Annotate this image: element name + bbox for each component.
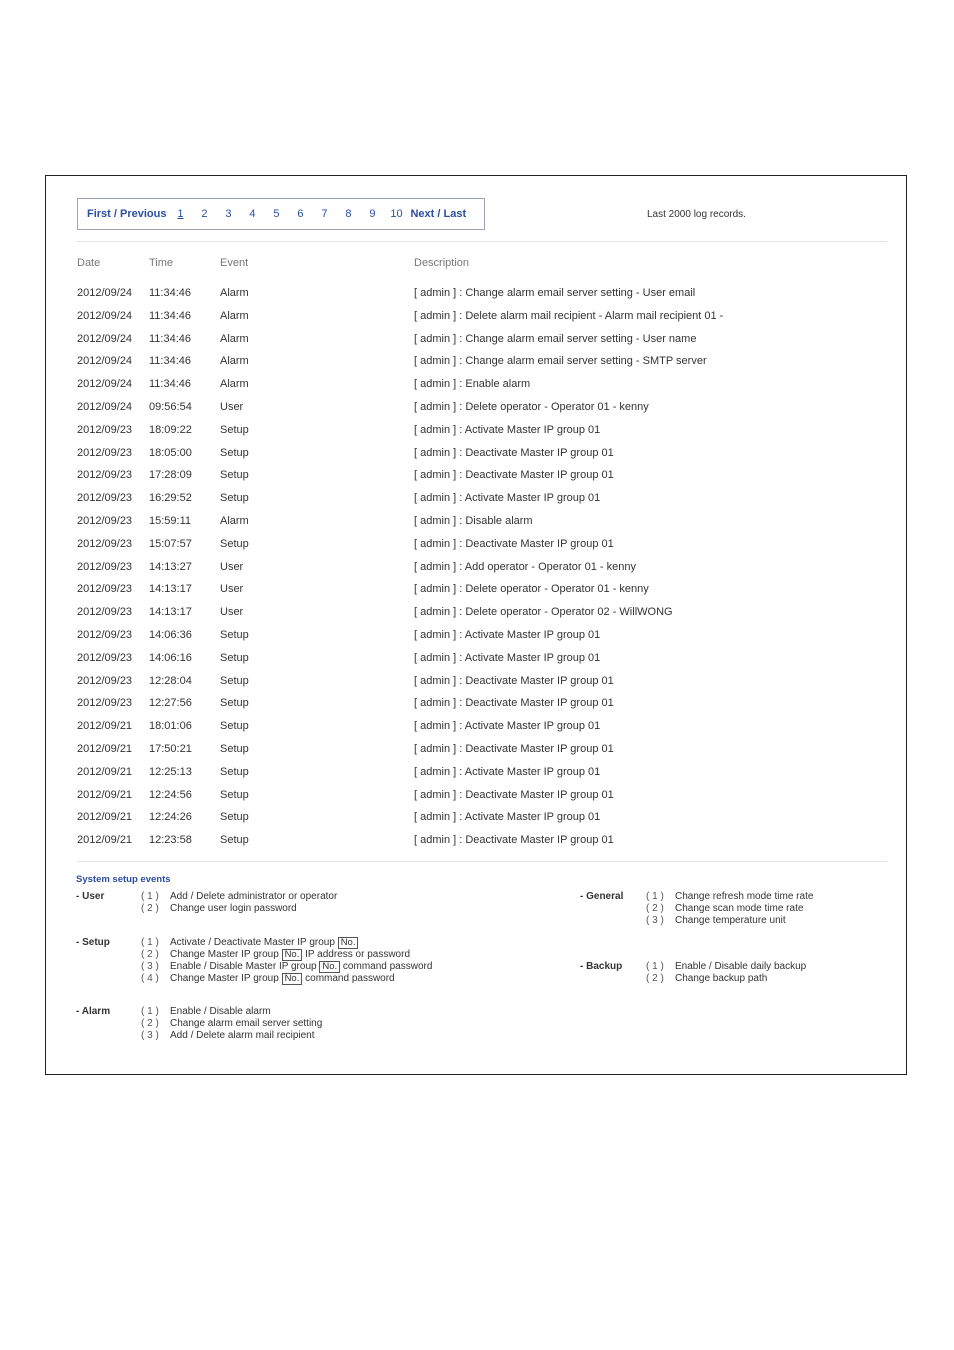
table-row [46, 401, 906, 424]
cell-event: Setup [220, 628, 249, 641]
table-row [46, 538, 906, 561]
cell-date: 2012/09/21 [77, 765, 133, 778]
table-row [46, 378, 906, 401]
cell-time: 15:59:11 [149, 514, 192, 527]
legend-item [646, 973, 806, 985]
legend-item-number: ( 3 ) [141, 1030, 159, 1041]
cell-date: 2012/09/24 [77, 378, 133, 391]
cell-description: [ admin ] : Activate Master IP group 01 [414, 423, 601, 436]
legend-title: System setup events [76, 874, 171, 885]
table-row [46, 834, 906, 857]
cell-event: User [220, 400, 244, 413]
header-description: Description [414, 257, 470, 269]
legend-item [141, 891, 337, 903]
header-event: Event [220, 257, 249, 269]
cell-description: [ admin ] : Enable alarm [414, 378, 531, 391]
cell-time: 12:27:56 [149, 697, 192, 710]
header-date: Date [77, 257, 101, 269]
legend-item-text: Change alarm email server setting [170, 1018, 323, 1029]
bottom-divider [77, 861, 887, 862]
cell-description: [ admin ] : Deactivate Master IP group 01 [414, 674, 614, 687]
table-row [46, 515, 906, 538]
cell-description: [ admin ] : Deactivate Master IP group 01 [414, 834, 614, 847]
legend-item [141, 937, 432, 949]
cell-description: [ admin ] : Deactivate Master IP group 01 [414, 742, 614, 755]
cell-time: 11:34:46 [149, 287, 192, 299]
legend-item-number: ( 2 ) [646, 903, 664, 914]
table-row [46, 424, 906, 447]
legend-item-text: Enable / Disable Master IP group [170, 961, 317, 972]
table-row [46, 492, 906, 515]
table-row [46, 652, 906, 675]
cell-event: Setup [220, 834, 249, 847]
cell-description: [ admin ] : Delete operator - Operator 01 - kenny [414, 583, 649, 596]
cell-event: Alarm [220, 355, 249, 368]
group-number-box: No. [319, 961, 340, 973]
cell-date: 2012/09/24 [77, 355, 133, 368]
cell-date: 2012/09/23 [77, 492, 133, 505]
table-row [46, 561, 906, 584]
legend-item-number: ( 1 ) [141, 891, 159, 902]
legend-item-number: ( 1 ) [646, 891, 664, 902]
cell-date: 2012/09/24 [77, 309, 133, 322]
cell-event: Setup [220, 788, 249, 801]
cell-description: [ admin ] : Activate Master IP group 01 [414, 628, 601, 641]
legend-item-text: Add / Delete administrator or operator [170, 891, 338, 902]
cell-event: Setup [220, 742, 249, 755]
table-row [46, 675, 906, 698]
legend-item-text: Activate / Deactivate Master IP group [170, 937, 335, 948]
page-link-2[interactable]: 2 [201, 208, 208, 220]
cell-date: 2012/09/23 [77, 423, 133, 436]
cell-time: 18:09:22 [149, 423, 192, 436]
cell-date: 2012/09/23 [77, 674, 133, 687]
cell-date: 2012/09/23 [77, 697, 133, 710]
legend-item-number: ( 1 ) [141, 937, 159, 948]
cell-date: 2012/09/23 [77, 628, 133, 641]
cell-event: Alarm [220, 287, 249, 299]
cell-event: Alarm [220, 514, 249, 527]
legend-item-number: ( 3 ) [646, 915, 664, 926]
legend-item-number: ( 1 ) [141, 1006, 159, 1017]
legend-item-text: Enable / Disable alarm [170, 1006, 271, 1017]
cell-date: 2012/09/23 [77, 583, 133, 596]
next-last-link[interactable]: Next / Last [410, 208, 467, 220]
log-panel [45, 175, 907, 1075]
cell-time: 17:50:21 [149, 742, 192, 755]
legend-item-text: Change Master IP group [170, 949, 279, 960]
table-row [46, 469, 906, 492]
cell-description: [ admin ] : Add operator - Operator 01 - kenny [414, 560, 636, 573]
page-link-10[interactable]: 10 [390, 208, 403, 220]
cell-event: User [220, 606, 244, 619]
header-time: Time [149, 257, 174, 269]
group-number-box: No. [338, 937, 359, 949]
cell-description: [ admin ] : Change alarm email server setting - User email [414, 287, 696, 299]
legend-item-text: Change backup path [675, 973, 768, 984]
legend-item [646, 903, 813, 915]
cell-date: 2012/09/24 [77, 287, 133, 299]
legend-item-number: ( 1 ) [646, 961, 664, 972]
cell-date: 2012/09/21 [77, 742, 133, 755]
legend-item [141, 973, 432, 985]
cell-time: 12:24:56 [149, 788, 192, 801]
legend-item-number: ( 2 ) [141, 903, 159, 914]
cell-time: 12:23:58 [149, 834, 192, 847]
cell-date: 2012/09/21 [77, 811, 133, 824]
legend-items-alarm [141, 1006, 322, 1042]
cell-date: 2012/09/23 [77, 651, 133, 664]
top-divider [77, 241, 887, 242]
cell-description: [ admin ] : Disable alarm [414, 514, 533, 527]
cell-event: Setup [220, 697, 249, 710]
table-row [46, 447, 906, 470]
cell-description: [ admin ] : Deactivate Master IP group 01 [414, 469, 614, 482]
cell-event: Setup [220, 446, 249, 459]
table-row [46, 310, 906, 333]
table-row [46, 766, 906, 789]
cell-date: 2012/09/23 [77, 514, 133, 527]
cell-event: Setup [220, 811, 249, 824]
cell-date: 2012/09/21 [77, 720, 133, 733]
legend-item-number: ( 2 ) [646, 973, 664, 984]
legend-item [141, 903, 337, 915]
legend-item [141, 949, 432, 961]
cell-event: Setup [220, 469, 249, 482]
cell-description: [ admin ] : Deactivate Master IP group 01 [414, 537, 614, 550]
cell-date: 2012/09/23 [77, 537, 133, 550]
records-note: Last 2000 log records. [647, 209, 746, 220]
legend-item-text: Change user login password [170, 903, 297, 914]
page-link-7[interactable]: 7 [321, 208, 328, 220]
pagination-bar [77, 198, 485, 230]
page-link-8[interactable]: 8 [345, 208, 352, 220]
legend-item [141, 1030, 322, 1042]
cell-description: [ admin ] : Change alarm email server setting - User name [414, 332, 697, 345]
cell-description: [ admin ] : Delete operator - Operator 01 - kenny [414, 400, 649, 413]
legend-items-backup [646, 961, 806, 985]
cell-time: 16:29:52 [149, 492, 192, 505]
page-link-9[interactable]: 9 [369, 208, 376, 220]
cell-description: [ admin ] : Activate Master IP group 01 [414, 765, 601, 778]
cell-time: 11:34:46 [149, 378, 192, 391]
cell-time: 15:07:57 [149, 537, 192, 550]
cell-event: Setup [220, 423, 249, 436]
cell-date: 2012/09/24 [77, 332, 133, 345]
cell-description: [ admin ] : Activate Master IP group 01 [414, 720, 601, 733]
legend-item [141, 1006, 322, 1018]
legend-label-backup: - Backup [580, 961, 623, 972]
cell-time: 14:13:17 [149, 606, 192, 619]
cell-time: 11:34:46 [149, 355, 192, 368]
legend-item [141, 1018, 322, 1030]
cell-date: 2012/09/23 [77, 606, 133, 619]
cell-event: Alarm [220, 378, 249, 391]
cell-time: 18:01:06 [149, 720, 192, 733]
cell-date: 2012/09/21 [77, 788, 133, 801]
legend-label-general: - General [580, 891, 624, 902]
legend-item [646, 961, 806, 973]
table-row [46, 333, 906, 356]
table-row [46, 606, 906, 629]
cell-event: Setup [220, 537, 249, 550]
cell-description: [ admin ] : Activate Master IP group 01 [414, 492, 601, 505]
cell-event: Setup [220, 492, 249, 505]
cell-description: [ admin ] : Activate Master IP group 01 [414, 651, 601, 664]
legend-item-text: Enable / Disable daily backup [675, 961, 807, 972]
cell-event: Setup [220, 674, 249, 687]
first-previous-link[interactable]: First / Previous [87, 208, 167, 220]
legend-label-alarm: - Alarm [76, 1006, 111, 1017]
page-link-1[interactable]: 1 [177, 208, 184, 220]
legend-label-user: - User [76, 891, 105, 902]
cell-event: Alarm [220, 332, 249, 345]
legend-item-text: Change scan mode time rate [675, 903, 804, 914]
cell-date: 2012/09/23 [77, 560, 133, 573]
table-row [46, 789, 906, 812]
cell-time: 11:34:46 [149, 309, 192, 322]
table-row [46, 355, 906, 378]
cell-time: 11:34:46 [149, 332, 192, 345]
legend-item-number: ( 2 ) [141, 1018, 159, 1029]
legend-items-general [646, 891, 813, 927]
table-row [46, 287, 906, 310]
table-row [46, 743, 906, 766]
table-row [46, 583, 906, 606]
cell-event: User [220, 583, 244, 596]
group-number-box: No. [282, 949, 303, 961]
cell-time: 12:28:04 [149, 674, 192, 687]
page-number-list [168, 208, 408, 220]
table-row [46, 629, 906, 652]
cell-date: 2012/09/24 [77, 400, 133, 413]
table-row [46, 811, 906, 834]
legend-item-suffix: IP address or password [305, 949, 411, 960]
legend-items-user [141, 891, 337, 915]
cell-time: 09:56:54 [149, 400, 192, 413]
legend-item [646, 891, 813, 903]
cell-event: Setup [220, 720, 249, 733]
cell-time: 12:25:13 [149, 765, 192, 778]
legend-item-number: ( 4 ) [141, 973, 159, 984]
cell-date: 2012/09/23 [77, 446, 133, 459]
cell-description: [ admin ] : Delete operator - Operator 02 - WillWONG [414, 606, 673, 619]
cell-time: 14:06:36 [149, 628, 192, 641]
legend-item-suffix: command password [342, 961, 433, 972]
legend-item [141, 961, 432, 973]
legend-item [646, 915, 813, 927]
table-row [46, 697, 906, 720]
page-link-5[interactable]: 5 [273, 208, 280, 220]
page-link-6[interactable]: 6 [297, 208, 304, 220]
table-row [46, 720, 906, 743]
cell-time: 18:05:00 [149, 446, 192, 459]
group-number-box: No. [282, 973, 303, 985]
cell-time: 14:13:27 [149, 560, 192, 573]
cell-description: [ admin ] : Delete alarm mail recipient - Alarm mail recipient 01 - [414, 309, 724, 322]
cell-event: Setup [220, 651, 249, 664]
legend-item-text: Add / Delete alarm mail recipient [170, 1030, 315, 1041]
cell-description: [ admin ] : Deactivate Master IP group 01 [414, 788, 614, 801]
page-link-4[interactable]: 4 [249, 208, 256, 220]
log-table-body [46, 287, 906, 857]
cell-description: [ admin ] : Activate Master IP group 01 [414, 811, 601, 824]
legend-items-setup [141, 937, 432, 985]
legend-item-suffix: command password [305, 973, 395, 984]
legend-item-text: Change temperature unit [675, 915, 786, 926]
cell-time: 14:06:16 [149, 651, 192, 664]
cell-description: [ admin ] : Deactivate Master IP group 01 [414, 697, 614, 710]
cell-event: Setup [220, 765, 249, 778]
cell-description: [ admin ] : Change alarm email server setting - SMTP server [414, 355, 707, 368]
legend-item-number: ( 2 ) [141, 949, 159, 960]
legend-item-text: Change refresh mode time rate [675, 891, 814, 902]
cell-description: [ admin ] : Deactivate Master IP group 01 [414, 446, 614, 459]
legend-item-text: Change Master IP group [170, 973, 279, 984]
cell-event: Alarm [220, 309, 249, 322]
legend-item-number: ( 3 ) [141, 961, 159, 972]
cell-date: 2012/09/21 [77, 834, 133, 847]
page-link-3[interactable]: 3 [225, 208, 232, 220]
cell-event: User [220, 560, 244, 573]
cell-time: 17:28:09 [149, 469, 192, 482]
cell-date: 2012/09/23 [77, 469, 133, 482]
cell-time: 12:24:26 [149, 811, 192, 824]
legend-label-setup: - Setup [76, 937, 110, 948]
cell-time: 14:13:17 [149, 583, 192, 596]
